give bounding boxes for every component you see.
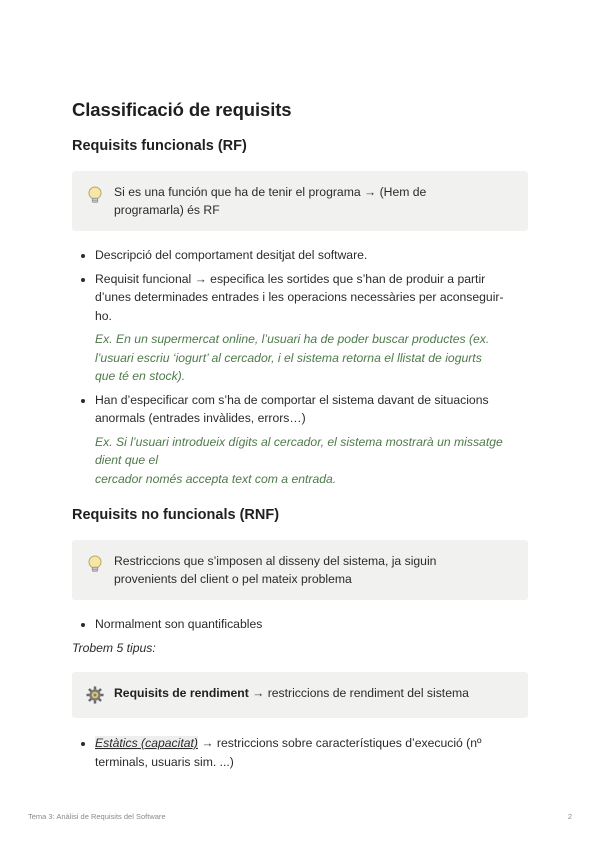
rf-bullet-list [72,246,532,493]
rf-bullet-1-text: Descripció del comportament desitjat del software. [95,248,368,262]
static-bullet-rest-1: → restriccions sobre característiques d’execució (nº [197,736,482,750]
rf-bullet-3-line1: Han d’especificar com s’ha de comportar el sistema davant de situacions [95,392,489,407]
lightbulb-icon [86,185,104,205]
rnf-bullet-list [72,615,532,639]
rf-example-2-line1: Ex. Si l’usuari introdueix dígits al cercador, el sistema mostrarà un missatge [95,434,503,449]
page-number: 2 [567,812,572,821]
rnf-callout-line1: Restriccions que s’imposen al disseny del sistema, ja siguin [114,554,437,568]
rf-example-1 [95,330,532,386]
rf-example-1-line3: que té en stock). [95,369,186,383]
static-capacity-link[interactable]: Estàtics (capacitat) [95,736,198,750]
rf-example-2-line2: dient que el [95,453,159,467]
rf-example-2-line3: cercador només accepta text com a entrada. [95,471,337,486]
performance-label: Requisits de rendiment [114,686,249,700]
list-item [72,391,532,489]
performance-callout-text [114,684,512,702]
rf-bullet-3-line2: anormals (entrades invàlides, errors…) [95,411,306,425]
page-title: Classificació de requisits [72,99,292,120]
rf-example-1-line2: l’usuari escriu ‘iogurt’ al cercador, i el sistema retorna el llistat de iogurts [95,350,482,365]
lightbulb-icon [86,554,104,574]
list-item [72,615,532,634]
performance-description: → restriccions de rendiment del sistema [248,686,469,700]
rf-callout-line2: programarla) és RF [114,203,220,217]
rf-callout-line1: Si es una función que ha de tenir el programa → (Hem de [114,185,427,199]
gear-icon [86,685,104,705]
static-bullet-list [72,734,532,776]
rf-bullet-2-line1: Requisit funcional → especifica les sortides que s’han de produir a partir [95,271,486,286]
list-item [72,246,532,265]
rnf-callout [72,540,528,600]
page-footer: Tema 3: Anàlisi de Requisits del Software [28,812,166,821]
rnf-heading: Requisits no funcionals (RNF) [72,507,280,523]
rf-bullet-2-line2: d’unes determinades entrades i les operacions necessàries per aconseguir- [95,290,504,304]
rf-heading: Requisits funcionals (RF) [72,138,247,154]
rf-callout [72,171,528,231]
list-item [72,734,532,771]
rf-example-2 [95,433,532,489]
rf-example-1-line1: Ex. En un supermercat online, l’usuari ha de poder buscar productes (ex. [95,332,490,346]
static-bullet-rest-2: terminals, usuaris sim. ...) [95,754,234,769]
rf-bullet-2-line3: ho. [95,308,112,323]
rnf-callout-line2: provenients del client o pel mateix problema [114,572,352,586]
rnf-bullet-1-text: Normalment son quantificables [95,617,263,631]
performance-callout [72,672,528,718]
types-intro: Trobem 5 tipus: [72,641,156,655]
list-item [72,270,532,386]
